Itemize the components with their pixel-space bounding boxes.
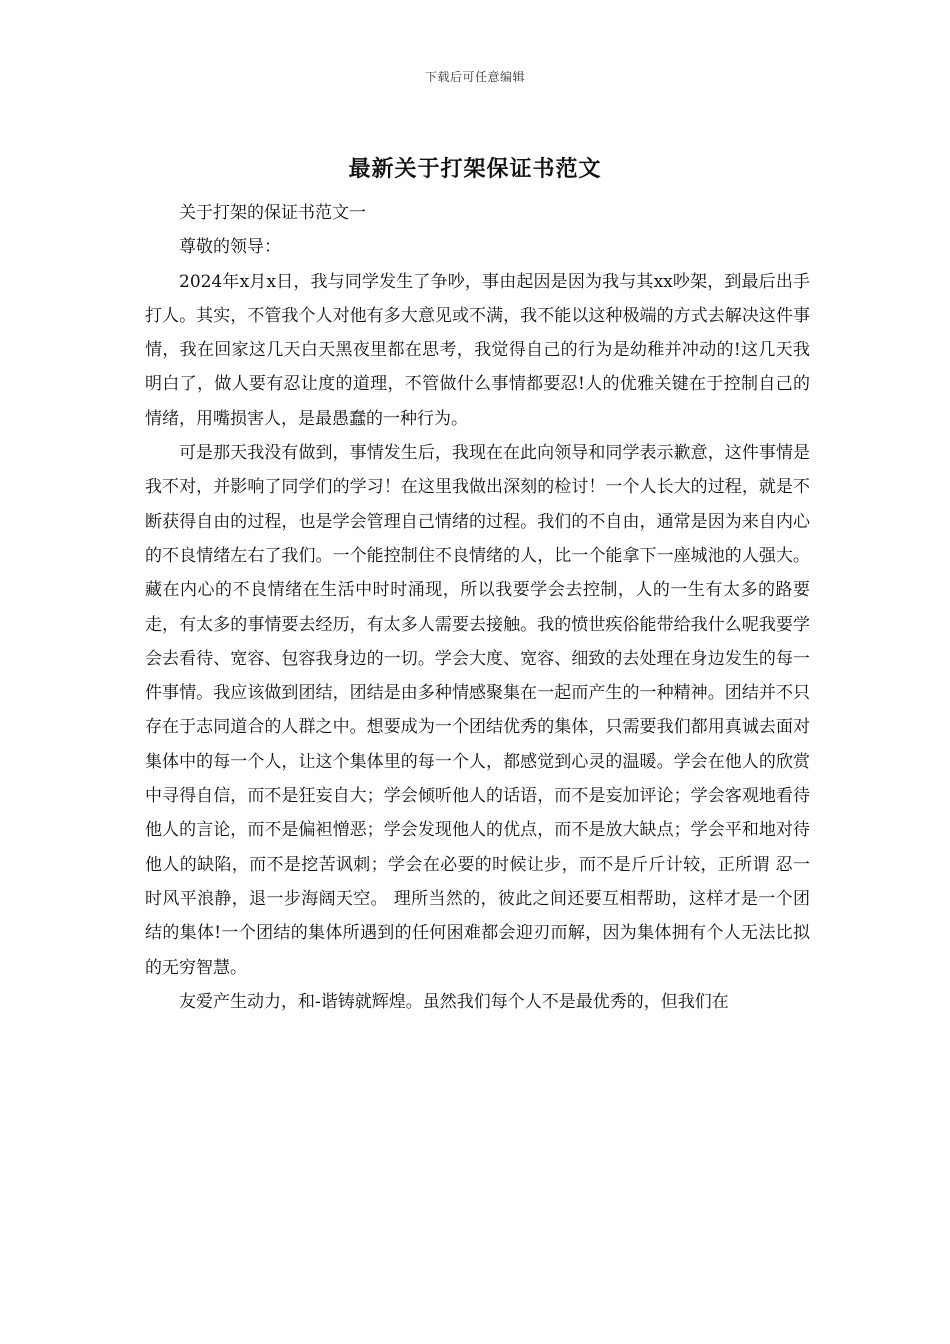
paragraph: 友爱产生动力，和-谐铸就辉煌。虽然我们每个人不是最优秀的，但我们在 bbox=[179, 991, 729, 1012]
salutation: 尊敬的领导： bbox=[179, 237, 281, 258]
section-heading: 关于打架的保证书范文一 bbox=[179, 203, 366, 223]
document-title: 最新关于打架保证书范文 bbox=[348, 156, 602, 182]
paragraph: 可是那天我没有做到，事情发生后，我现在在此向领导和同学表示歉意，这件事情是我不对，并影响了同学们的学习！在这里我做出深刻的检讨！一个人长大的过程，就是不断获得自由的过程，也是学会管理自己情绪的过程。我们的不自由，通常是因为来自内心的不良情绪左右了我们。一个能控制住不良情绪的人，比一个能拿下一座城池的人强大。藏在内心的不良情绪在生活中时时涌现，所以我要学会去控制，人的一生有太多的路要走，有太多的事情要去经历，有太多人需要去接触。我的愤世疾俗能带给我什么呢我要学会去看待、宽容、包容我身边的一切。学会大度、宽容、细致的去处理在身边发生的每一件事情。我应该做到团结，团结是由多种情感聚集在一起而产生的一种精神。团结并不只存在于志同道合的人群之中。想要成为一个团结优秀的集体，只需要我们都用真诚去面对集体中的每一个人，让这个集体里的每一个人，都感觉到心灵的温暖。学会在他人的欣赏中寻得自信，而不是狂妄自大；学会倾听他人的话语，而不是妄加评论；学会客观地看待他人的言论，而不是偏袒憎恶；学会发现他人的优点，而不是放大缺点；学会平和地对待他人的缺陷，而不是挖苦讽刺；学会在必要的时候让步，而不是斤斤计较，正所谓 忍一时风平浪静，退一步海阔天空。 理所当然的，彼此之间还要互相帮助，这样才是一个团结的集体!一个团结的集体所遇到的任何困难都会迎刃而解，因为集体拥有个人无法比拟的无穷智慧。 bbox=[145, 443, 810, 978]
header-note: 下载后可任意编辑 bbox=[424, 70, 525, 84]
paragraph: 2024年x月x日，我与同学发生了争吵，事由起因是因为我与其xx吵架，到最后出手打人。其实，不管我个人对他有多大意见或不满，我不能以这种极端的方式去解决这件事情，我在回家这几天白天黑夜里都在思考，我觉得自己的行为是幼稚并冲动的!这几天我明白了，做人要有忍让度的道理，不管做什么事情都要忍!人的优雅关键在于控制自己的情绪，用嘴损害人，是最愚蠢的一种行为。 bbox=[145, 271, 810, 429]
document-body bbox=[145, 196, 810, 1019]
